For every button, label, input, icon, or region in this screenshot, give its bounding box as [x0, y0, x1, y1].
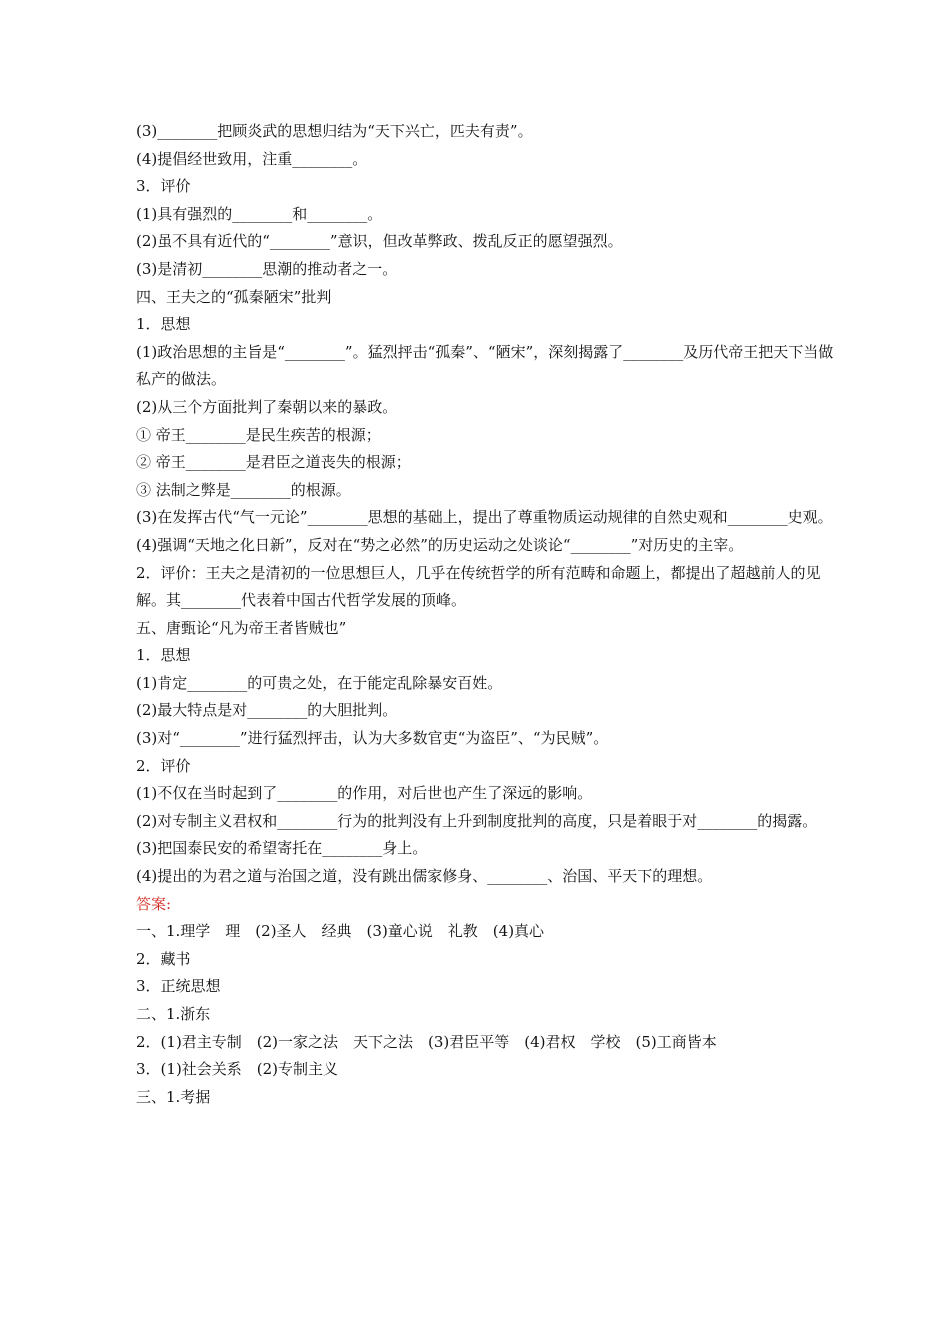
text-line: (1)肯定________的可贵之处，在于能定乱除暴安百姓。 — [136, 673, 503, 692]
subheading: 3．评价 — [136, 177, 191, 196]
text-line: (3)是清初________思潮的推动者之一。 — [136, 259, 398, 278]
text-line: (2)最大特点是对________的大胆批判。 — [136, 701, 398, 720]
text-paragraph: 2．评价：王夫之是清初的一位思想巨人，几乎在传统哲学的所有范畴和命题上，都提出了超越前人的见解。其________代表着中国古代哲学发展的顶峰。 — [136, 563, 821, 610]
text-line: ① 帝王________是民生疾苦的根源； — [136, 425, 381, 444]
text-line: (3)对“________”进行猛烈抨击，认为大多数官吏“为盗臣”、“为民贼”。 — [136, 729, 609, 748]
answer-line: 2．藏书 — [136, 949, 191, 968]
section-heading: 四、王夫之的“孤秦陋宋”批判 — [136, 287, 332, 306]
text-line: (2)虽不具有近代的“________”意识，但改革弊政、拨乱反正的愿望强烈。 — [136, 232, 623, 251]
answer-line: 2．(1)君主专制 (2)一家之法 天下之法 (3)君臣平等 (4)君权 学校 (5)工商皆本 — [136, 1032, 717, 1051]
answer-line: 三、1.考据 — [136, 1087, 211, 1106]
answer-line: 3．(1)社会关系 (2)专制主义 — [136, 1060, 339, 1079]
text-line: (4)提倡经世致用，注重________。 — [136, 149, 368, 168]
text-line: (1)不仅在当时起到了________的作用，对后世也产生了深远的影响。 — [136, 784, 593, 803]
text-paragraph: (2)对专制主义君权和________行为的批判没有上升到制度批判的高度，只是着眼于对________的揭露。 — [136, 811, 818, 830]
subheading: 1．思想 — [136, 315, 191, 334]
text-line: (2)从三个方面批判了秦朝以来的暴政。 — [136, 397, 398, 416]
subheading: 1．思想 — [136, 646, 191, 665]
answer-line: 3．正统思想 — [136, 977, 221, 996]
section-heading: 五、唐甄论“凡为帝王者皆贼也” — [136, 618, 347, 637]
subheading: 2．评价 — [136, 756, 191, 775]
answers-label: 答案: — [136, 894, 172, 913]
document-page — [136, 118, 840, 1111]
text-line: (3)________把顾炎武的思想归结为“天下兴亡，匹夫有责”。 — [136, 122, 533, 140]
text-line: (3)把国泰民安的希望寄托在________身上。 — [136, 839, 428, 858]
text-paragraph: (3)在发挥古代“气一元论”________思想的基础上，提出了尊重物质运动规律的自然史观和________史观。 — [136, 508, 833, 527]
text-paragraph: (4)强调“天地之化日新”，反对在“势之必然”的历史运动之处谈论“________”对历史的主宰。 — [136, 535, 744, 554]
text-line: (4)提出的为君之道与治国之道，没有跳出儒家修身、________、治国、平天下的理想。 — [136, 867, 713, 886]
answer-line: 一、1.理学 理 (2)圣人 经典 (3)童心说 礼教 (4)真心 — [136, 922, 545, 941]
text-line: ③ 法制之弊是________的根源。 — [136, 480, 351, 499]
text-line: (1)具有强烈的________和________。 — [136, 204, 383, 223]
text-paragraph: (1)政治思想的主旨是“________”。猛烈抨击“孤秦”、“陋宋”，深刻揭露了________及历代帝王把天下当做私产的做法。 — [136, 342, 834, 389]
text-line: ② 帝王________是君臣之道丧失的根源； — [136, 453, 411, 472]
answer-line: 二、1.浙东 — [136, 1005, 211, 1023]
